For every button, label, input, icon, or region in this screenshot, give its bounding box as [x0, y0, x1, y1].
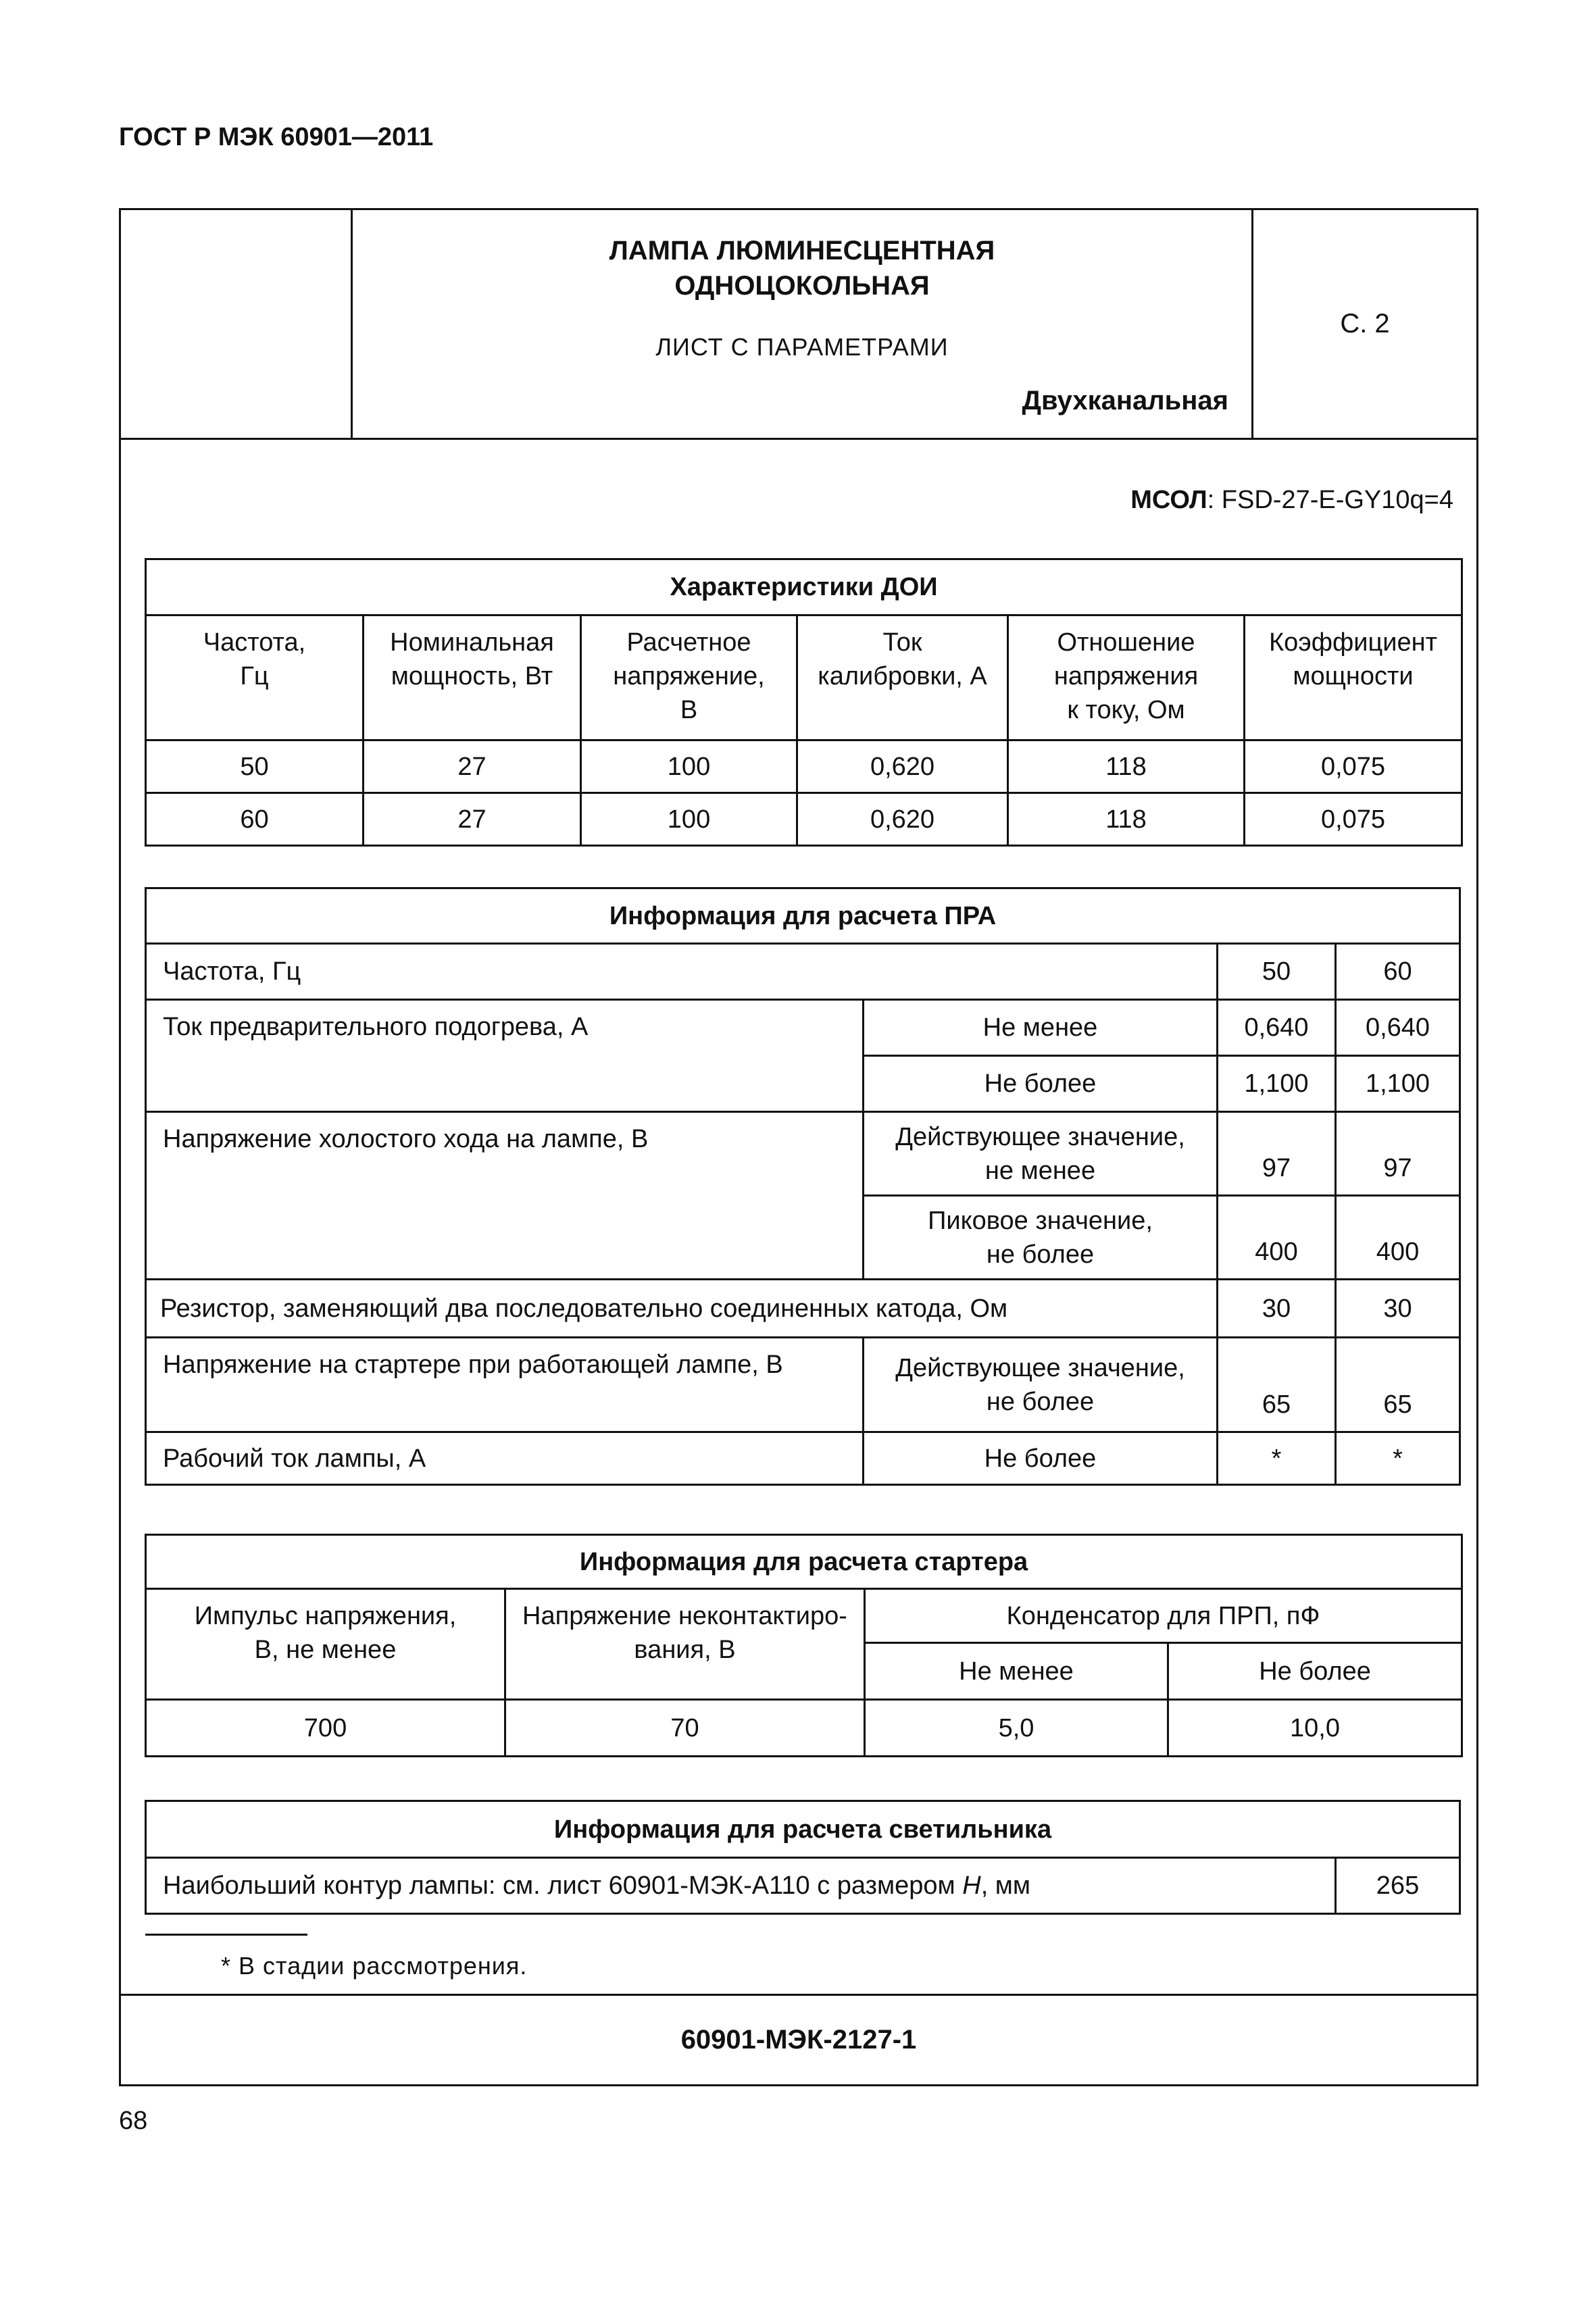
- doi-header-frequency-l2: Гц: [240, 662, 269, 690]
- doi-header-current-l2: калибровки, А: [818, 662, 987, 690]
- doi-cell: 50: [146, 740, 364, 793]
- doi-cell: 118: [1008, 793, 1245, 846]
- frequency-60: 60: [1336, 944, 1460, 1000]
- doi-cell: 0,620: [797, 793, 1008, 846]
- dimension-h: H: [962, 1871, 981, 1900]
- lamp-title-line2: ОДНОЦОКОЛЬНАЯ: [674, 271, 930, 301]
- footnote: * В стадии рассмотрения.: [221, 1952, 528, 1980]
- doi-header-frequency-l1: Частота,: [203, 628, 306, 657]
- doi-header-power-l2: мощность, Вт: [391, 662, 553, 690]
- preheat-min-60: 0,640: [1336, 1000, 1460, 1056]
- preheat-min-50: 0,640: [1218, 1000, 1336, 1056]
- standard-number: ГОСТ Р МЭК 60901—2011: [119, 123, 434, 151]
- capacitor-min-header: Не менее: [865, 1643, 1168, 1700]
- luminaire-info-table: [145, 1800, 1461, 1915]
- ocv-peak-condition: [864, 1196, 1218, 1280]
- max-outline-unit: , мм: [980, 1871, 1031, 1900]
- starter-row: [146, 1700, 1462, 1757]
- preheat-min-label: Не менее: [864, 1000, 1218, 1056]
- operating-current-label: Рабочий ток лампы, А: [146, 1432, 864, 1485]
- header-title-cell: [353, 210, 1251, 438]
- starter-cell: 700: [146, 1700, 505, 1757]
- page-label: С. 2: [1251, 210, 1476, 438]
- doi-cell: 27: [364, 793, 581, 846]
- non-reignition-voltage-header: [505, 1589, 865, 1700]
- open-circuit-voltage-label: Напряжение холостого хода на лампе, В: [146, 1112, 864, 1280]
- doi-cell: 100: [581, 793, 797, 846]
- doi-cell: 27: [364, 740, 581, 793]
- capacitor-max-header: Не более: [1168, 1643, 1462, 1700]
- starter-cell: 5,0: [865, 1700, 1168, 1757]
- ocv-peak-condition-l2: не более: [986, 1240, 1095, 1269]
- doi-header-ratio: [1008, 615, 1245, 740]
- doi-row: [146, 793, 1462, 846]
- doi-header-ratio-l2: напряжения: [1053, 662, 1199, 690]
- starter-cell: 70: [505, 1700, 865, 1757]
- doi-cell: 100: [581, 740, 797, 793]
- doi-header-pf-l2: мощности: [1293, 662, 1414, 690]
- sheet-code: 60901-МЭК-2127-1: [121, 1994, 1476, 2084]
- ocv-rms-condition: [864, 1112, 1218, 1196]
- doi-cell: 118: [1008, 740, 1245, 793]
- parameter-sheet-frame: [119, 208, 1478, 2086]
- doi-header-voltage-l2: напряжение,: [613, 662, 765, 690]
- preheat-max-label: Не более: [864, 1056, 1218, 1112]
- ballast-info-table: [145, 887, 1461, 1486]
- starter-voltage-50: 65: [1218, 1338, 1336, 1432]
- doi-cell: 60: [146, 793, 364, 846]
- non-reignition-header-l2: вания, В: [634, 1636, 736, 1664]
- msol-designation: [1130, 486, 1453, 515]
- starter-voltage-condition-l2: не более: [986, 1387, 1095, 1416]
- page-number: 68: [119, 2107, 148, 2135]
- lamp-title: [353, 233, 1251, 303]
- ballast-caption: Информация для расчета ПРА: [146, 888, 1460, 944]
- preheat-max-60: 1,100: [1336, 1056, 1460, 1112]
- operating-current-condition: Не более: [864, 1432, 1218, 1485]
- doi-header-power-l1: Номинальная: [390, 628, 554, 657]
- doi-header-power-factor: [1245, 615, 1462, 740]
- variant-label: Двухканальная: [1022, 386, 1228, 416]
- non-reignition-header-l1: Напряжение неконтактиро-: [522, 1602, 847, 1630]
- ocv-rms-60: 97: [1336, 1112, 1460, 1196]
- doi-header-current-l1: Ток: [882, 628, 922, 657]
- doi-cell: 0,075: [1245, 740, 1462, 793]
- resistor-label: Резистор, заменяющий два последовательно соединенных катода, Ом: [146, 1280, 1218, 1338]
- doi-caption: Характеристики ДОИ: [146, 559, 1462, 615]
- starter-caption: Информация для расчета стартера: [146, 1535, 1462, 1589]
- starter-voltage-60: 65: [1336, 1338, 1460, 1432]
- doi-header-voltage-l3: В: [680, 696, 698, 724]
- footnote-rule: [145, 1934, 307, 1936]
- frequency-50: 50: [1218, 944, 1336, 1000]
- doi-header-voltage: [581, 615, 797, 740]
- doi-header-ratio-l3: к току, Ом: [1067, 696, 1185, 724]
- doi-header-frequency: [146, 615, 364, 740]
- ocv-rms-50: 97: [1218, 1112, 1336, 1196]
- starter-voltage-condition: [864, 1338, 1218, 1432]
- frequency-label: Частота, Гц: [146, 944, 1218, 1000]
- luminaire-caption: Информация для расчета светильника: [146, 1801, 1460, 1858]
- operating-current-60: *: [1336, 1432, 1460, 1485]
- doi-characteristics-table: [145, 558, 1463, 847]
- ocv-rms-condition-l2: не менее: [984, 1156, 1096, 1185]
- msol-label: МСОЛ: [1130, 486, 1207, 514]
- operating-current-50: *: [1218, 1432, 1336, 1485]
- ocv-rms-condition-l1: Действующее значение,: [895, 1122, 1185, 1151]
- pulse-voltage-header-l2: В, не менее: [254, 1636, 397, 1664]
- resistor-50: 30: [1218, 1280, 1336, 1338]
- max-outline-label: [146, 1858, 1336, 1914]
- starter-cell: 10,0: [1168, 1700, 1462, 1757]
- header-left-cell: [121, 210, 353, 438]
- starter-voltage-condition-l1: Действующее значение,: [895, 1353, 1185, 1382]
- sheet-header: [121, 210, 1476, 440]
- max-outline-value: 265: [1336, 1858, 1460, 1914]
- ocv-peak-50: 400: [1218, 1196, 1336, 1280]
- pulse-voltage-header: [146, 1589, 505, 1700]
- doi-cell: 0,075: [1245, 793, 1462, 846]
- doi-header-ratio-l1: Отношение: [1057, 628, 1195, 657]
- sheet-title: ЛИСТ С ПАРАМЕТРАМИ: [655, 333, 949, 361]
- msol-value: : FSD-27-E-GY10q=4: [1207, 486, 1453, 514]
- preheat-max-50: 1,100: [1218, 1056, 1336, 1112]
- pulse-voltage-header-l1: Импульс напряжения,: [194, 1602, 457, 1630]
- lamp-title-line1: ЛАМПА ЛЮМИНЕСЦЕНТНАЯ: [609, 236, 995, 266]
- doi-header-calibration-current: [797, 615, 1008, 740]
- doi-row: [146, 740, 1462, 793]
- doi-cell: 0,620: [797, 740, 1008, 793]
- doi-header-power: [364, 615, 581, 740]
- capacitor-header: Конденсатор для ПРП, пФ: [865, 1589, 1462, 1643]
- doi-header-pf-l1: Коэффициент: [1269, 628, 1437, 657]
- doi-header-voltage-l1: Расчетное: [626, 628, 751, 657]
- preheat-current-label: Ток предварительного подогрева, А: [146, 1000, 864, 1112]
- ocv-peak-condition-l1: Пиковое значение,: [928, 1206, 1153, 1235]
- ocv-peak-60: 400: [1336, 1196, 1460, 1280]
- starter-info-table: [145, 1534, 1463, 1757]
- starter-voltage-label: Напряжение на стартере при работающей лампе, В: [146, 1338, 864, 1432]
- resistor-60: 30: [1336, 1280, 1460, 1338]
- max-outline-label-text: Наибольший контур лампы: см. лист 60901-МЭК-А110 с размером: [163, 1871, 963, 1900]
